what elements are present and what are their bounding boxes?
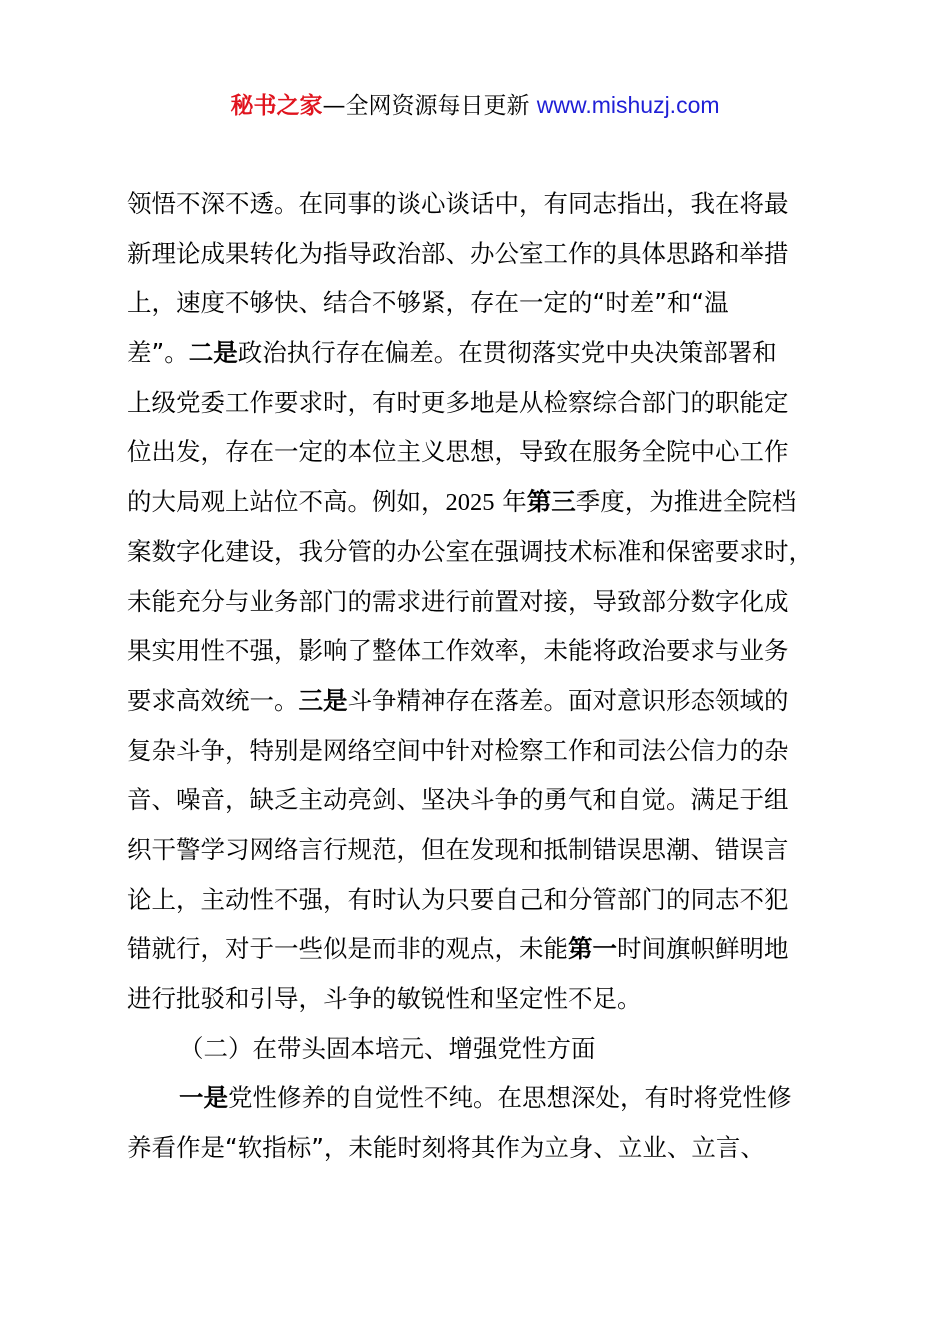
document-body (127, 185, 867, 1179)
paragraph-line (127, 284, 867, 334)
text-segment: 养看作是“软指标”，未能时刻将其作为立身、立业、立言、 (127, 1133, 765, 1163)
bold-text: 第一 (568, 934, 617, 964)
paragraph-line (127, 334, 867, 384)
text-segment: 案数字化建设，我分管的办公室在强调技术标准和保密要求时， (127, 536, 813, 566)
text-segment: 论上，主动性不强，有时认为只要自己和分管部门的同志不犯 (127, 884, 789, 914)
text-segment: 要求高效统一。 (127, 685, 299, 715)
paragraph-line (127, 1129, 867, 1179)
site-tagline: —全网资源每日更新 (322, 93, 537, 119)
text-segment: 织干警学习网络言行规范，但在发现和抵制错误思潮、错误言 (127, 834, 789, 864)
text-segment: （二）在带头固本培元、增强党性方面 (179, 1033, 596, 1063)
text-segment: 时间旗帜鲜明地 (617, 934, 789, 964)
text-segment: 果实用性不强，影响了整体工作效率，未能将政治要求与业务 (127, 636, 789, 666)
text-segment: 未能充分与业务部门的需求进行前置对接，导致部分数字化成 (127, 586, 789, 616)
text-segment: 上级党委工作要求时，有时更多地是从检察综合部门的职能定 (127, 387, 789, 417)
paragraph-line (127, 881, 867, 931)
bold-text: 一是 (179, 1083, 228, 1113)
text-segment: 差”。 (127, 338, 189, 368)
text-segment: 音、噪音，缺乏主动亮剑、坚决斗争的勇气和自觉。满足于组 (127, 785, 789, 815)
paragraph-line (127, 781, 867, 831)
text-segment: 位出发，存在一定的本位主义思想，导致在服务全院中心工作 (127, 437, 789, 467)
site-url-link[interactable]: www.mishuzj.com (536, 92, 720, 118)
paragraph-line (127, 533, 867, 583)
text-segment: 领悟不深不透。在同事的谈心谈话中，有同志指出，我在将最 (127, 189, 789, 218)
text-segment: 2025 (445, 489, 495, 517)
text-segment: 党性修养的自觉性不纯。在思想深处，有时将党性修 (228, 1083, 792, 1113)
text-segment: 年 (494, 487, 527, 517)
paragraph-line (127, 632, 867, 682)
site-header (0, 88, 950, 123)
text-segment: 上，速度不够快、结合不够紧，存在一定的“时差”和“温 (127, 288, 729, 318)
paragraph-line (127, 980, 867, 1030)
bold-text: 二是 (188, 338, 238, 368)
paragraph-line (127, 235, 867, 285)
paragraph-line (127, 682, 867, 732)
bold-text: 三是 (298, 685, 348, 715)
paragraph-line (127, 483, 867, 533)
text-segment: 的大局观上站位不高。例如， (127, 487, 446, 517)
paragraph-line (127, 185, 867, 235)
paragraph-line (127, 930, 867, 980)
text-segment: 季度，为推进全院档 (575, 487, 797, 517)
paragraph-line (127, 384, 867, 434)
paragraph-line (127, 831, 867, 881)
text-segment: 政治执行存在偏差。在贯彻落实党中央决策部署和 (237, 338, 777, 368)
text-segment: 斗争精神存在落差。面对意识形态领域的 (347, 685, 789, 715)
text-segment: 复杂斗争，特别是网络空间中针对检察工作和司法公信力的杂 (127, 735, 789, 765)
paragraph-line (127, 732, 867, 782)
paragraph-line (127, 1079, 867, 1129)
paragraph-line (127, 433, 867, 483)
text-segment: 新理论成果转化为指导政治部、办公室工作的具体思路和举措 (127, 238, 789, 268)
site-brand: 秘书之家 (230, 93, 323, 119)
bold-text: 第三 (526, 487, 576, 517)
paragraph-line (127, 583, 867, 633)
text-segment: 进行批驳和引导，斗争的敏锐性和坚定性不足。 (127, 984, 642, 1013)
paragraph-line (127, 1030, 867, 1080)
text-segment: 错就行，对于一些似是而非的观点，未能 (127, 934, 568, 964)
